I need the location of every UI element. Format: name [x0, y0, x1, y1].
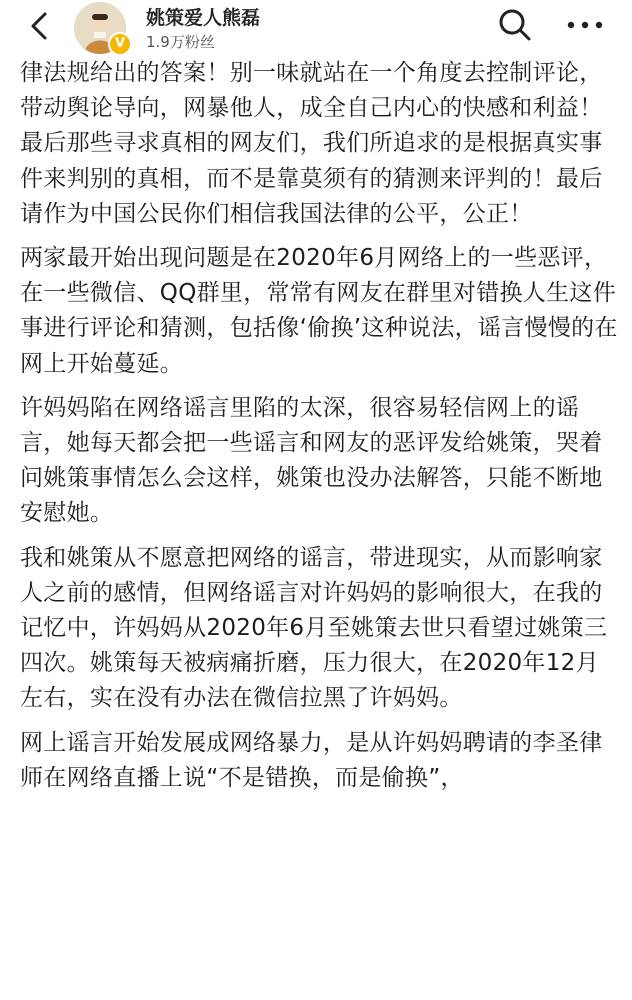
post-paragraph: 律法规给出的答案！别一味就站在一个角度去控制评论，带动舆论导向，网暴他人，成全自己内心的快感和利益！最后那些寻求真相的网友们，我们所追求的是根据真实事件来判别的真相，而不是靠莫须有的猜测来评判的！最后请作为中国公民你们相信我国法律的公平，公正！ [20, 60, 603, 227]
post-content [20, 56, 620, 805]
post-paragraph: 我和姚策从不愿意把网络的谣言，带进现实，从而影响家人之前的感情，但网络谣言对许妈妈的影响很大，在我的记忆中，许妈妈从2020年6月至姚策去世只看望过姚策三四次。姚策每天被病痛折磨，压力很大，在2020年12月左右，实在没有办法在微信拉黑了许妈妈。 [20, 544, 608, 712]
top-bar [0, 0, 632, 58]
chevron-left-icon [22, 8, 58, 44]
more-horizontal-icon [560, 10, 610, 40]
more-button[interactable] [560, 10, 610, 40]
search-button[interactable] [496, 6, 534, 44]
verified-badge: V [108, 32, 132, 56]
fans-count: 1.9万粉丝 [146, 33, 215, 51]
back-button[interactable] [22, 8, 58, 44]
user-name[interactable]: 姚策爱人熊磊 [146, 7, 261, 29]
post-paragraph: 网上谣言开始发展成网络暴力，是从许妈妈聘请的李圣律师在网络直播上说“不是错换，而是偷换”， [20, 729, 603, 791]
post-paragraph: 许妈妈陷在网络谣言里陷的太深，很容易轻信网上的谣言，她每天都会把一些谣言和网友的恶评发给姚策，哭着问姚策事情怎么会这样，姚策也没办法解答，只能不断地安慰她。 [20, 394, 603, 527]
search-icon [496, 6, 534, 44]
post-paragraph: 两家最开始出现问题是在2020年6月网络上的一些恶评，在一些微信、QQ群里，常常有网友在群里对错换人生这件事进行评论和猜测，包括像‘偷换’这种说法，谣言慢慢的在网上开始蔓延。 [20, 245, 618, 377]
